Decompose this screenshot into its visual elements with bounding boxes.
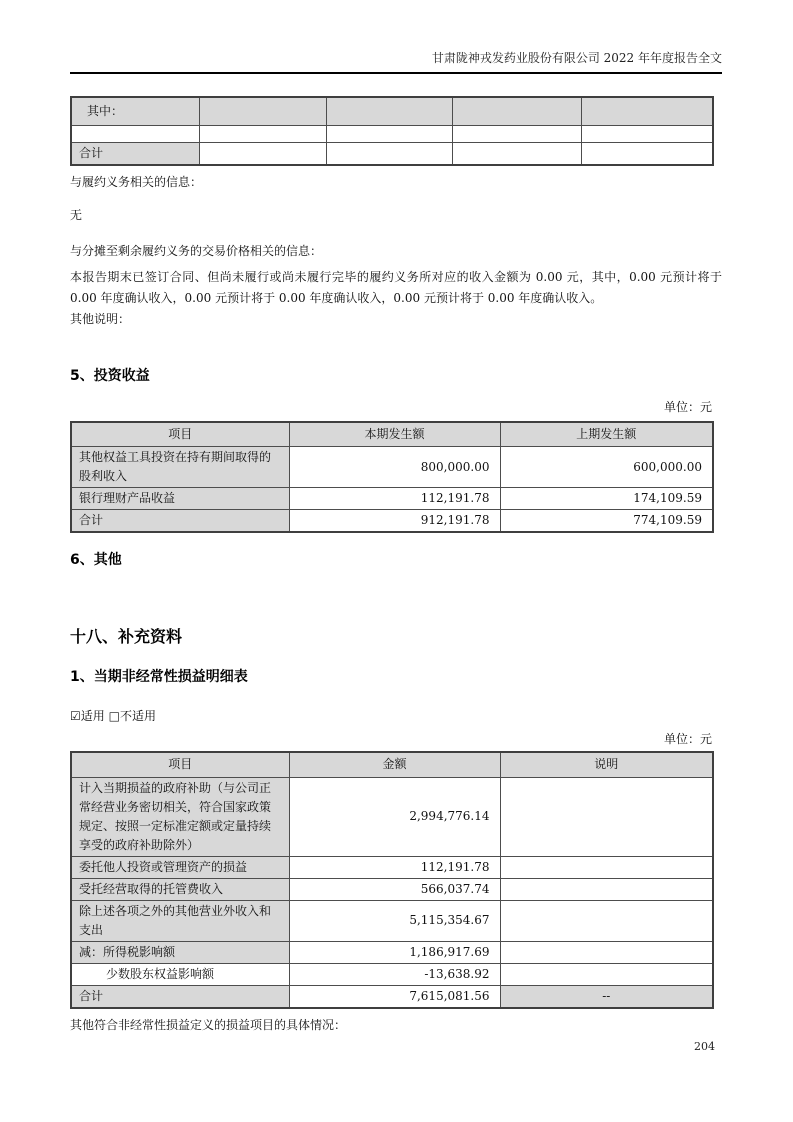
empty-cell (199, 142, 326, 165)
row-note (500, 878, 713, 900)
total-label: 合计 (71, 510, 289, 533)
column-header-amount: 金额 (289, 752, 500, 777)
row-amount: 5,115,354.67 (289, 900, 500, 941)
empty-cell (326, 97, 452, 125)
total-label: 合计 (71, 142, 199, 165)
column-header-note: 说明 (500, 752, 713, 777)
total-note: -- (500, 985, 713, 1008)
empty-cell (581, 142, 713, 165)
row-note (500, 777, 713, 856)
table-row (71, 125, 713, 142)
empty-cell (326, 125, 452, 142)
continuation-table (70, 96, 714, 166)
among-which-label: 其中： (71, 97, 199, 125)
section6-heading: 6、其他 (70, 552, 122, 568)
non-recurring-items-table (70, 751, 714, 1009)
column-header-current: 本期发生额 (289, 422, 500, 447)
price-info-label: 与分摊至剩余履约义务的交易价格相关的信息： (70, 243, 323, 258)
row-amount: 112,191.78 (289, 856, 500, 878)
section18-heading: 十八、补充资料 (70, 627, 183, 646)
row-item: 减：所得税影响额 (71, 941, 289, 963)
unit-label: 单位：元 (663, 399, 712, 414)
row-item: 其他权益工具投资在持有期间取得的股利收入 (71, 447, 289, 488)
row-prior-value: 174,109.59 (500, 488, 713, 510)
obligation-info-label: 与履约义务相关的信息： (70, 174, 203, 189)
none-text: 无 (70, 207, 83, 222)
row-item: 除上述各项之外的其他营业外收入和支出 (71, 900, 289, 941)
empty-cell (199, 125, 326, 142)
empty-cell (452, 97, 581, 125)
empty-cell (326, 142, 452, 165)
row-prior-value: 600,000.00 (500, 447, 713, 488)
document-header (70, 0, 722, 74)
report-title: 甘肃陇神戎发药业股份有限公司 2022 年年度报告全文 (431, 51, 722, 65)
row-note (500, 856, 713, 878)
row-current-value: 800,000.00 (289, 447, 500, 488)
page-number: 204 (694, 1040, 715, 1053)
section18-sub1-heading: 1、当期非经常性损益明细表 (70, 669, 248, 685)
row-item: 计入当期损益的政府补助（与公司正常经营业务密切相关，符合国家政策规定、按照一定标准定额或定量持续享受的政府补助除外） (71, 777, 289, 856)
column-header-prior: 上期发生额 (500, 422, 713, 447)
table-row (71, 941, 713, 963)
row-note (500, 941, 713, 963)
applicable-label: 适用 (80, 709, 105, 723)
table-header-row (71, 422, 713, 447)
row-amount: 2,994,776.14 (289, 777, 500, 856)
investment-income-table (70, 421, 714, 534)
unit-label: 单位：元 (663, 732, 712, 746)
row-note (500, 900, 713, 941)
empty-cell (71, 125, 199, 142)
row-item: 银行理财产品收益 (71, 488, 289, 510)
column-header-item: 项目 (71, 422, 289, 447)
empty-cell (199, 97, 326, 125)
obligation-paragraph: 本报告期末已签订合同、但尚未履行或尚未履行完毕的履约义务所对应的收入金额为 0.00 元，其中，0.00 元预计将于 0.00 年度确认收入，0.00 元预计将于 0.00 年度确认收入，0.00 元预计将于 0.00 年度确认收入。 (70, 269, 722, 305)
column-header-item: 项目 (71, 752, 289, 777)
table-row (71, 142, 713, 165)
row-item: 委托他人投资或管理资产的损益 (71, 856, 289, 878)
table-row (71, 488, 713, 510)
table-row (71, 900, 713, 941)
table-row (71, 447, 713, 488)
total-label: 合计 (71, 985, 289, 1008)
footnote-line: 其他符合非经常性损益定义的损益项目的具体情况： (70, 1017, 347, 1032)
row-item: 受托经营取得的托管费收入 (71, 878, 289, 900)
not-applicable-label: 不适用 (119, 709, 156, 723)
table-row (71, 777, 713, 856)
row-note (500, 963, 713, 985)
table-total-row (71, 510, 713, 533)
section5-heading: 5、投资收益 (70, 367, 150, 384)
unchecked-checkbox-icon: □ (108, 709, 120, 723)
table-row (71, 963, 713, 985)
row-current-value: 112,191.78 (289, 488, 500, 510)
row-item-minority-interest: 少数股东权益影响额 (71, 963, 289, 985)
row-amount: 1,186,917.69 (289, 941, 500, 963)
row-amount: -13,638.92 (289, 963, 500, 985)
table-row (71, 856, 713, 878)
other-notes-label: 其他说明： (70, 311, 131, 326)
table-row (71, 97, 713, 125)
total-current-value: 912,191.78 (289, 510, 500, 533)
table-row (71, 878, 713, 900)
row-amount: 566,037.74 (289, 878, 500, 900)
empty-cell (452, 142, 581, 165)
table-header-row (71, 752, 713, 777)
empty-cell (452, 125, 581, 142)
table-total-row (71, 985, 713, 1008)
checked-checkbox-icon: ☑ (70, 709, 81, 723)
total-prior-value: 774,109.59 (500, 510, 713, 533)
empty-cell (581, 125, 713, 142)
empty-cell (581, 97, 713, 125)
applicability-line (70, 708, 722, 725)
total-amount: 7,615,081.56 (289, 985, 500, 1008)
